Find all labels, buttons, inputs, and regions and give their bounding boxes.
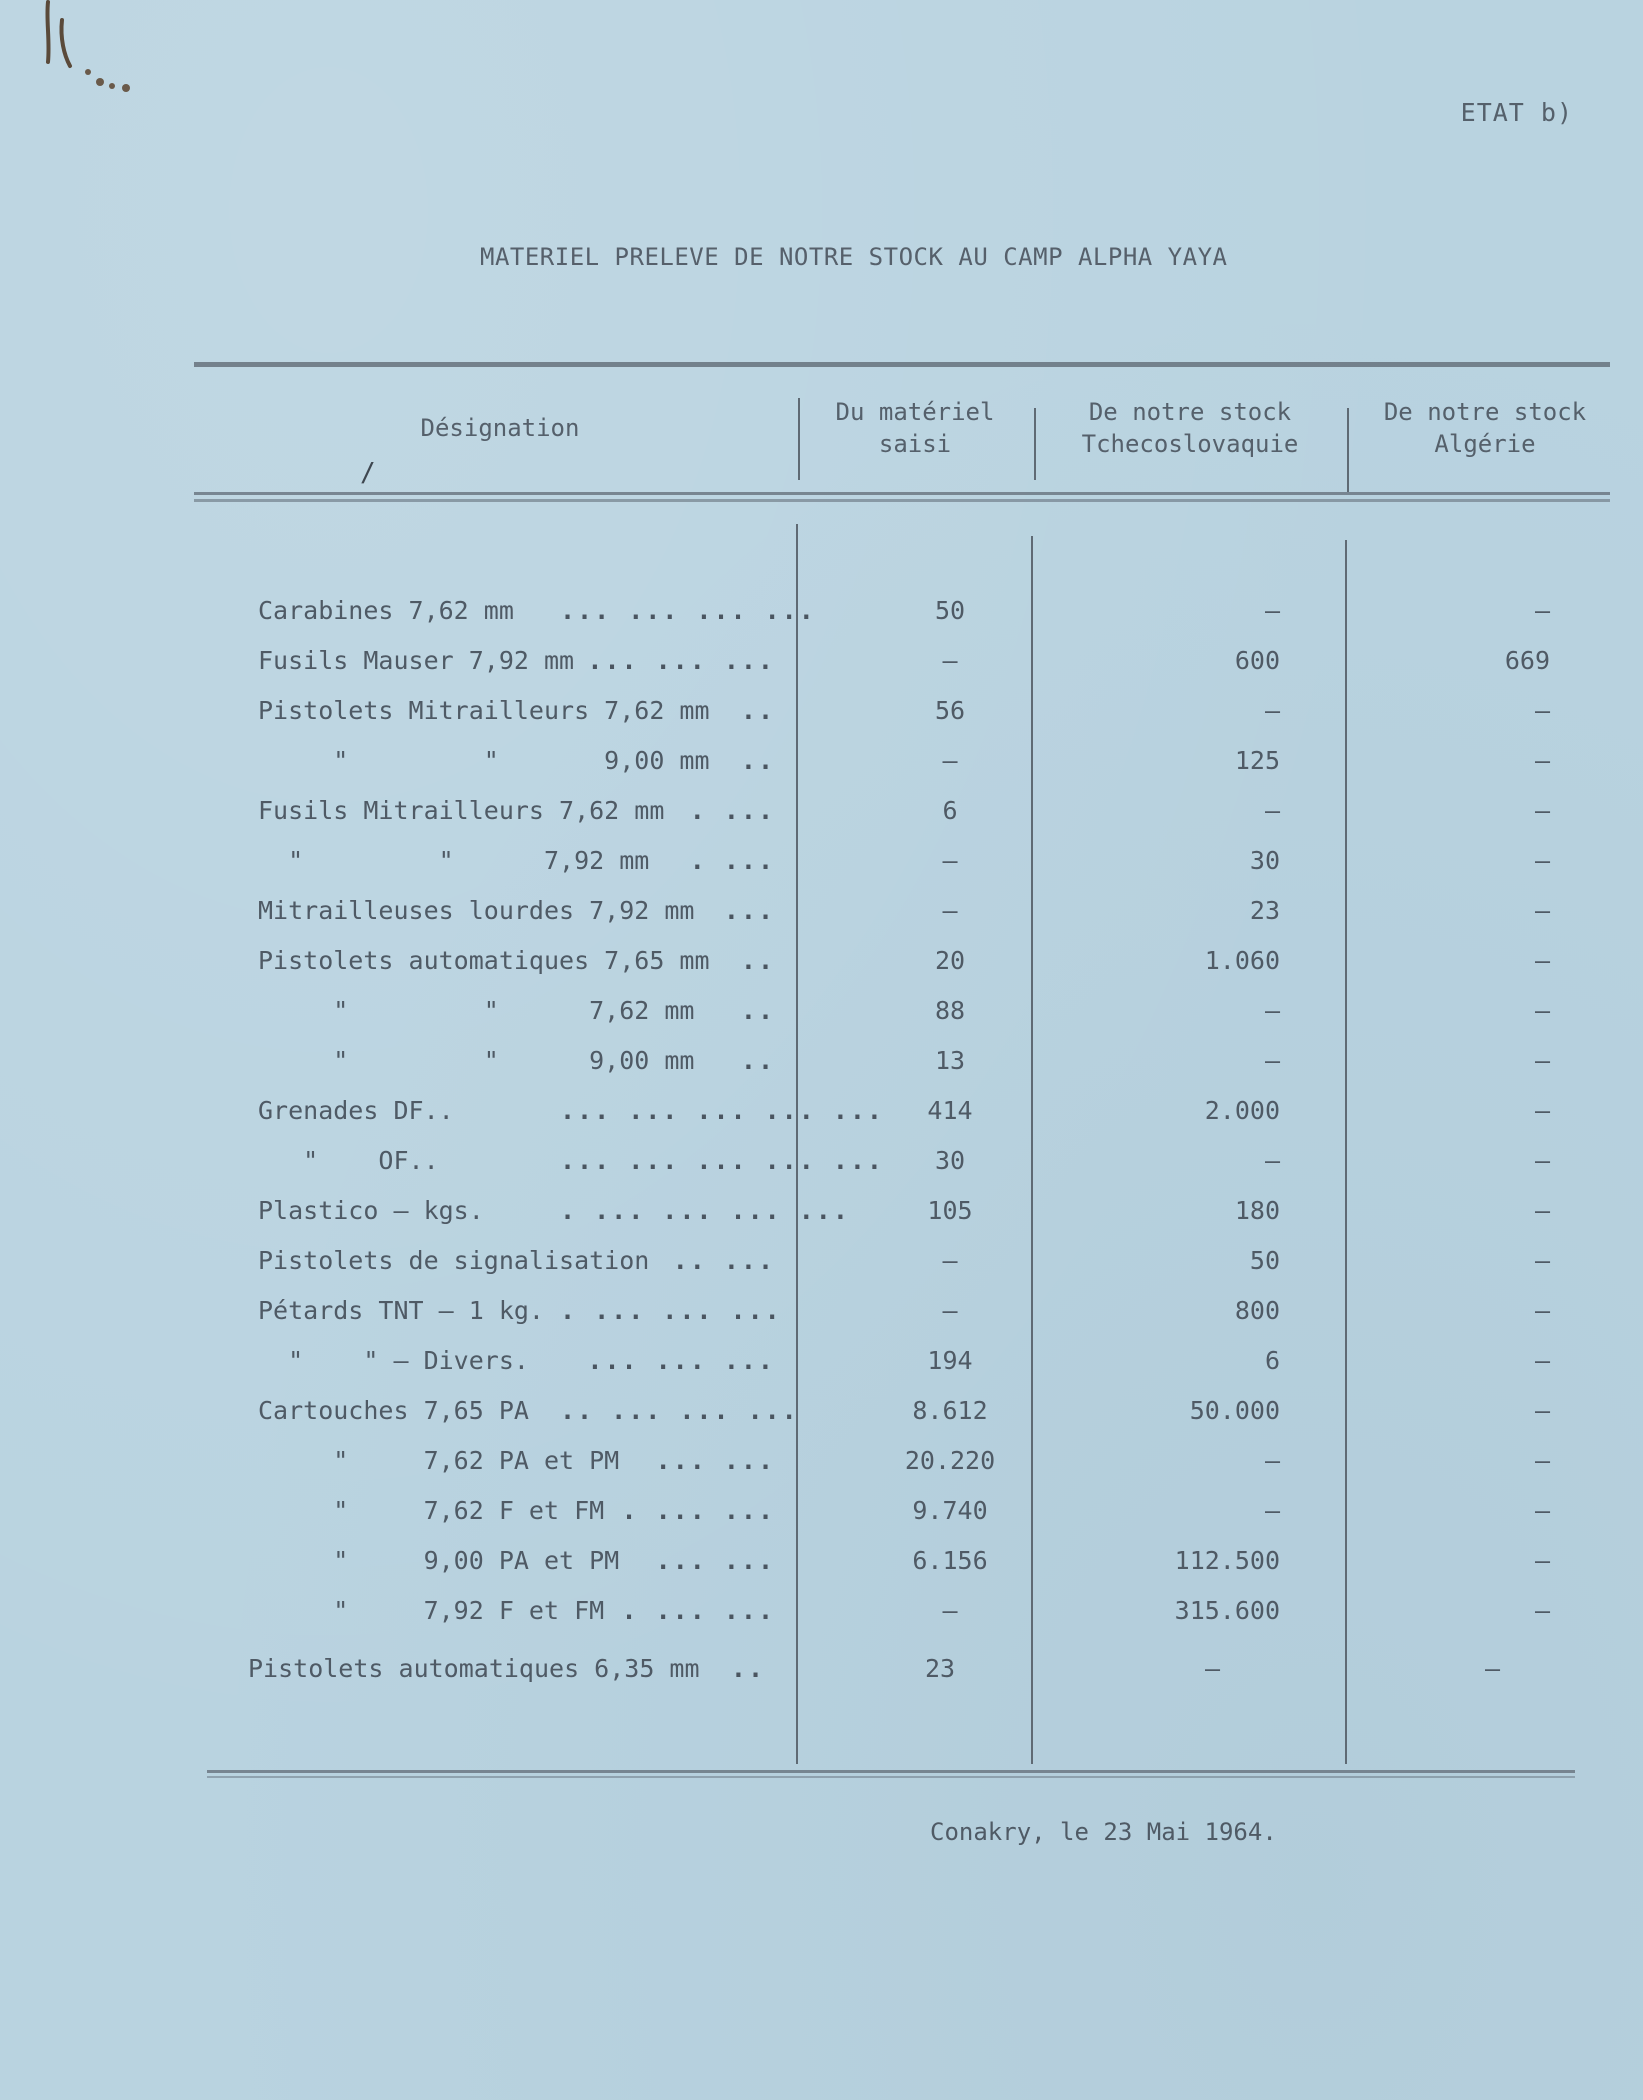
header-alg-line1: De notre stock: [1383, 398, 1587, 426]
table-top-rule: [194, 362, 1610, 367]
row-algerie: –: [1534, 1196, 1550, 1225]
row-saisi: 88: [934, 996, 966, 1025]
row-tchecoslovaquie: 50: [1249, 1246, 1280, 1275]
table-row: [0, 1296, 1643, 1336]
row-designation: Pistolets automatiques 6,35 mm: [248, 1654, 700, 1683]
row-leader-dots: ...: [723, 896, 775, 925]
row-tchecoslovaquie: 1.060: [1204, 946, 1280, 975]
table-row: [0, 896, 1643, 936]
row-leader-dots: ..: [740, 996, 775, 1025]
row-leader-dots: ... ... ...: [587, 1346, 775, 1375]
table-row: [0, 696, 1643, 736]
header-separator-2: [1034, 408, 1036, 480]
header-designation: [330, 412, 670, 444]
row-saisi: 50: [934, 596, 966, 625]
place-date: Conakry, le 23 Mai 1964.: [930, 1818, 1277, 1846]
row-designation: " " 9,00 mm: [258, 746, 710, 775]
table-row: [0, 1196, 1643, 1236]
header-alg-line2: Algérie: [1434, 430, 1536, 458]
table-row: [0, 1446, 1643, 1486]
document-title: MATERIEL PRELEVE DE NOTRE STOCK AU CAMP ALPHA YAYA: [480, 243, 1228, 271]
row-saisi: –: [942, 746, 958, 775]
row-algerie: –: [1534, 796, 1550, 825]
table-row: [0, 1096, 1643, 1136]
row-algerie: –: [1534, 846, 1550, 875]
row-leader-dots: ... ... ... ...: [560, 596, 816, 625]
row-tchecoslovaquie: 50.000: [1189, 1396, 1280, 1425]
row-saisi: 414: [927, 1096, 973, 1125]
table-row: [0, 596, 1643, 636]
header-separator-1: [798, 398, 800, 480]
row-algerie: –: [1534, 1146, 1550, 1175]
row-designation: Grenades DF..: [258, 1096, 454, 1125]
row-saisi: 20.220: [904, 1446, 996, 1475]
table-row: [0, 846, 1643, 886]
row-leader-dots: . ... ...: [621, 1596, 775, 1625]
row-designation: " 9,00 PA et PM: [258, 1546, 620, 1575]
row-tchecoslovaquie: 6: [1264, 1346, 1280, 1375]
row-algerie: –: [1534, 946, 1550, 975]
row-designation: " " 7,62 mm: [258, 996, 695, 1025]
row-tchecoslovaquie: 30: [1249, 846, 1280, 875]
etat-reference: ETAT b): [1460, 98, 1573, 127]
row-leader-dots: ... ... ... ... ...: [560, 1096, 884, 1125]
row-saisi: 9.740: [912, 1496, 988, 1525]
row-leader-dots: ..: [740, 946, 775, 975]
row-saisi: 105: [927, 1196, 973, 1225]
row-algerie: –: [1534, 1296, 1550, 1325]
table-row: [0, 1546, 1643, 1586]
header-saisi-line1: Du matériel: [835, 398, 995, 426]
table-row: [0, 946, 1643, 986]
row-saisi: –: [942, 646, 958, 675]
row-designation: Pistolets Mitrailleurs 7,62 mm: [258, 696, 710, 725]
row-algerie: –: [1534, 1346, 1550, 1375]
header-tchecoslovaquie: [1040, 396, 1340, 460]
row-designation: Fusils Mitrailleurs 7,62 mm: [258, 796, 665, 825]
row-leader-dots: . ...: [689, 846, 775, 875]
header-bottom-rule: [194, 492, 1610, 495]
row-algerie: –: [1534, 996, 1550, 1025]
row-leader-dots: ... ... ... ... ...: [560, 1146, 884, 1175]
row-algerie: –: [1534, 746, 1550, 775]
header-saisi: [800, 396, 1030, 460]
row-algerie: –: [1534, 1046, 1550, 1075]
row-saisi: 23: [924, 1654, 956, 1683]
table-row: [0, 1496, 1643, 1536]
pen-mark: ∕: [360, 458, 376, 488]
row-leader-dots: ... ...: [655, 1446, 775, 1475]
row-algerie: 669: [1504, 646, 1550, 675]
table-row: [0, 1654, 1643, 1694]
row-saisi: –: [942, 1596, 958, 1625]
table-row: [0, 1146, 1643, 1186]
row-leader-dots: ..: [730, 1654, 765, 1683]
row-designation: " " – Divers.: [258, 1346, 529, 1375]
header-saisi-line2: saisi: [878, 430, 952, 458]
row-algerie: –: [1534, 696, 1550, 725]
row-saisi: –: [942, 846, 958, 875]
row-designation: " 7,92 F et FM: [258, 1596, 605, 1625]
row-designation: Carabines 7,62 mm: [258, 596, 514, 625]
table-row: [0, 1346, 1643, 1386]
table-row: [0, 796, 1643, 836]
table-row: [0, 1596, 1643, 1636]
row-designation: " 7,62 PA et PM: [258, 1446, 620, 1475]
row-leader-dots: ... ...: [655, 1546, 775, 1575]
row-algerie: –: [1484, 1654, 1500, 1683]
row-designation: Pistolets automatiques 7,65 mm: [258, 946, 710, 975]
row-leader-dots: . ... ...: [621, 1496, 775, 1525]
row-tchecoslovaquie: –: [1264, 596, 1280, 625]
row-designation: Cartouches 7,65 PA: [258, 1396, 529, 1425]
header-separator-3: [1347, 408, 1349, 492]
row-tchecoslovaquie: 112.500: [1174, 1546, 1280, 1575]
row-designation: Mitrailleuses lourdes 7,92 mm: [258, 896, 695, 925]
row-algerie: –: [1534, 1446, 1550, 1475]
row-saisi: 30: [934, 1146, 966, 1175]
row-tchecoslovaquie: –: [1264, 1446, 1280, 1475]
row-designation: " " 9,00 mm: [258, 1046, 695, 1075]
row-saisi: 56: [934, 696, 966, 725]
row-tchecoslovaquie: 2.000: [1204, 1096, 1280, 1125]
header-designation-label: Désignation: [420, 414, 580, 442]
row-saisi: –: [942, 896, 958, 925]
table-row: [0, 746, 1643, 786]
row-leader-dots: . ...: [689, 796, 775, 825]
row-algerie: –: [1534, 1246, 1550, 1275]
row-tchecoslovaquie: –: [1264, 796, 1280, 825]
row-tchecoslovaquie: 125: [1234, 746, 1280, 775]
row-saisi: 194: [927, 1346, 973, 1375]
row-algerie: –: [1534, 896, 1550, 925]
row-designation: Pétards TNT – 1 kg.: [258, 1296, 544, 1325]
row-saisi: 6: [942, 796, 958, 825]
table-row: [0, 1396, 1643, 1436]
row-saisi: –: [942, 1246, 958, 1275]
row-tchecoslovaquie: 600: [1234, 646, 1280, 675]
row-algerie: –: [1534, 596, 1550, 625]
row-tchecoslovaquie: 315.600: [1174, 1596, 1280, 1625]
row-tchecoslovaquie: –: [1264, 1046, 1280, 1075]
row-algerie: –: [1534, 1496, 1550, 1525]
row-designation: " 7,62 F et FM: [258, 1496, 605, 1525]
row-saisi: 8.612: [912, 1396, 988, 1425]
table-row: [0, 1046, 1643, 1086]
row-algerie: –: [1534, 1596, 1550, 1625]
row-leader-dots: . ... ... ...: [560, 1296, 782, 1325]
row-tchecoslovaquie: –: [1264, 696, 1280, 725]
row-algerie: –: [1534, 1546, 1550, 1575]
row-leader-dots: ..: [740, 1046, 775, 1075]
header-bottom-rule-2: [194, 499, 1610, 502]
row-algerie: –: [1534, 1396, 1550, 1425]
row-leader-dots: ..: [740, 746, 775, 775]
row-leader-dots: .. ...: [672, 1246, 775, 1275]
row-tchecoslovaquie: –: [1264, 996, 1280, 1025]
row-designation: Fusils Mauser 7,92 mm: [258, 646, 575, 675]
table-row: [0, 646, 1643, 686]
handwritten-mark: [40, 0, 160, 110]
table-row: [0, 996, 1643, 1036]
table-bottom-rule: [207, 1770, 1575, 1773]
header-tch-line2: Tchecoslovaquie: [1081, 430, 1299, 458]
row-leader-dots: ... ... ...: [587, 646, 775, 675]
header-algerie: [1355, 396, 1615, 460]
row-designation: Pistolets de signalisation: [258, 1246, 650, 1275]
table-bottom-rule-2: [207, 1776, 1575, 1778]
row-saisi: 13: [934, 1046, 966, 1075]
row-tchecoslovaquie: 180: [1234, 1196, 1280, 1225]
row-saisi: 6.156: [912, 1546, 988, 1575]
row-designation: " " 7,92 mm: [258, 846, 650, 875]
row-saisi: 20: [934, 946, 966, 975]
row-algerie: –: [1534, 1096, 1550, 1125]
row-saisi: –: [942, 1296, 958, 1325]
row-tchecoslovaquie: 800: [1234, 1296, 1280, 1325]
row-designation: Plastico – kgs.: [258, 1196, 484, 1225]
row-tchecoslovaquie: –: [1264, 1496, 1280, 1525]
table-row: [0, 1246, 1643, 1286]
header-tch-line1: De notre stock: [1088, 398, 1292, 426]
row-leader-dots: ..: [740, 696, 775, 725]
row-leader-dots: .. ... ... ...: [560, 1396, 799, 1425]
row-leader-dots: . ... ... ... ...: [560, 1196, 850, 1225]
row-tchecoslovaquie: –: [1204, 1654, 1220, 1683]
row-designation: " OF..: [258, 1146, 439, 1175]
row-tchecoslovaquie: –: [1264, 1146, 1280, 1175]
row-tchecoslovaquie: 23: [1249, 896, 1280, 925]
